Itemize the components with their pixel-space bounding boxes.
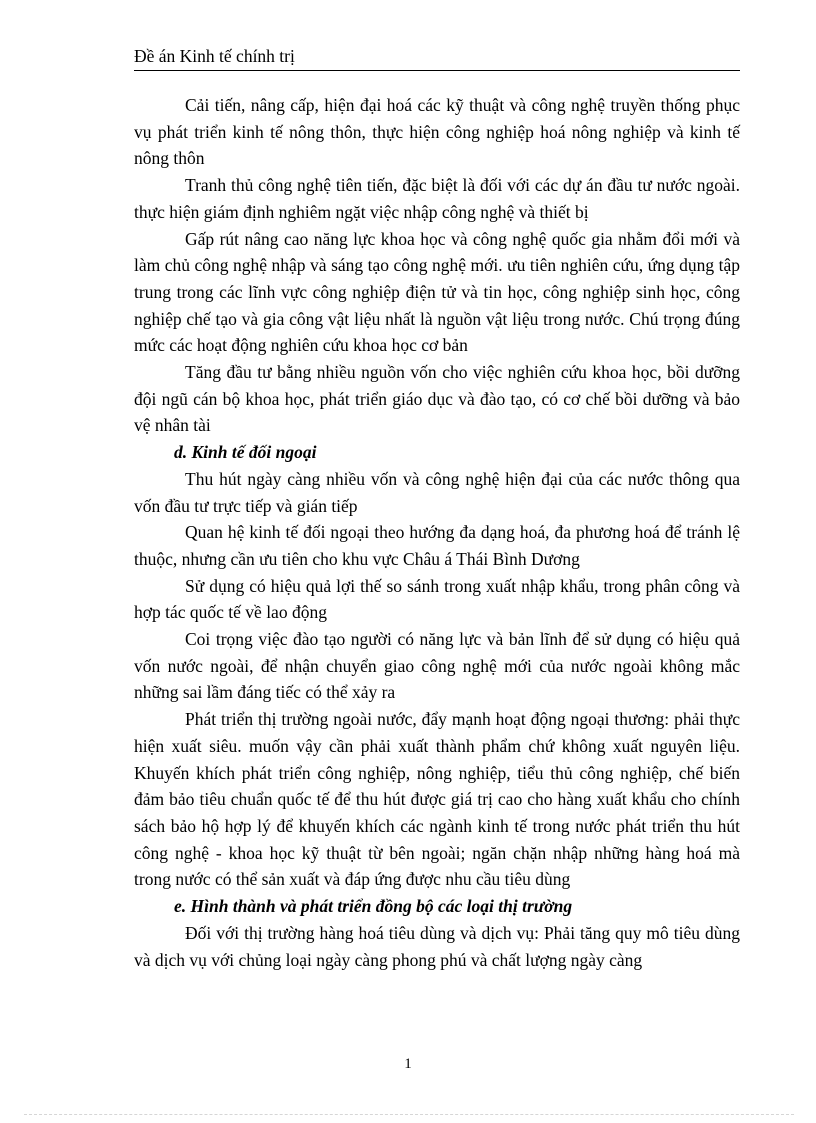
section-heading: d. Kinh tế đối ngoại	[174, 442, 317, 463]
header-divider	[134, 70, 740, 71]
paragraph: Cải tiến, nâng cấp, hiện đại hoá các kỹ thuật và công nghệ truyền thống phục vụ phát triển kinh tế nông thôn, thực hiện công nghiệp hoá nông nghiệp và kinh tế nông thôn	[134, 95, 740, 169]
page-break-divider	[24, 1114, 794, 1115]
paragraph: Thu hút ngày càng nhiều vốn và công nghệ hiện đại của các nước thông qua vốn đầu tư trực tiếp và gián tiếp	[134, 468, 740, 516]
paragraph: Gấp rút nâng cao năng lực khoa học và công nghệ quốc gia nhằm đổi mới và làm chủ công nghệ nhập và sáng tạo công nghệ mới. ưu tiên nghiên cứu, ứng dụng tập trung trong các lĩnh vực công nghiệp điện tử và tin học, công nghiệp sinh học, công nghiệp chế tạo và gia công vật liệu nhất là nguồn vật liệu trong nước. Chú trọng đúng mức các hoạt động nghiên cứu khoa học cơ bản	[134, 228, 740, 356]
paragraph: Phát triển thị trường ngoài nước, đẩy mạnh hoạt động ngoại thương: phải thực hiện xuất siêu. muốn vậy cần phải xuất thành phẩm chứ không xuất nguyên liệu. Khuyến khích phát triển công nghiệp, nông nghiệp, tiểu thủ công nghiệp, chế biến đảm bảo tiêu chuẩn quốc tế để thu hút được giá trị cao cho hàng xuất khẩu cho chính sách bảo hộ hợp lý để khuyến khích các ngành kinh tế trong nước phát triển thu hút công nghệ - khoa học kỹ thuật từ bên ngoài; ngăn chặn nhập những hàng hoá mà trong nước có thể sản xuất và đáp ứng được nhu cầu tiêu dùng	[134, 709, 740, 890]
document-body	[134, 92, 740, 973]
page-number: 1	[404, 1056, 412, 1072]
paragraph: Sử dụng có hiệu quả lợi thế so sánh trong xuất nhập khẩu, trong phân công và hợp tác quốc tế về lao động	[134, 575, 740, 623]
paragraph: Tranh thủ công nghệ tiên tiến, đặc biệt là đối với các dự án đầu tư nước ngoài. thực hiện giám định nghiêm ngặt việc nhập công nghệ và thiết bị	[134, 175, 740, 222]
section-heading: e. Hình thành và phát triển đồng bộ các loại thị trường	[174, 896, 573, 917]
paragraph: Coi trọng việc đào tạo người có năng lực và bản lĩnh để sử dụng có hiệu quả vốn nước ngoài, để nhận chuyển giao công nghệ mới của nước ngoài không mắc những sai lầm đáng tiếc có thể xảy ra	[134, 629, 740, 703]
paragraph: Tăng đầu tư bằng nhiều nguồn vốn cho việc nghiên cứu khoa học, bồi dưỡng đội ngũ cán bộ khoa học, phát triển giáo dục và đào tạo, có cơ chế bồi dưỡng và bảo vệ nhân tài	[134, 362, 740, 436]
paragraph: Đối với thị trường hàng hoá tiêu dùng và dịch vụ: Phải tăng quy mô tiêu dùng và dịch vụ với chủng loại ngày càng phong phú và chất lượng ngày càng	[134, 922, 740, 970]
paragraph: Quan hệ kinh tế đối ngoại theo hướng đa dạng hoá, đa phương hoá để tránh lệ thuộc, nhưng cần ưu tiên cho khu vực Châu á Thái Bình Dương	[134, 522, 740, 569]
page-header-title: Đề án Kinh tế chính trị	[134, 46, 295, 66]
